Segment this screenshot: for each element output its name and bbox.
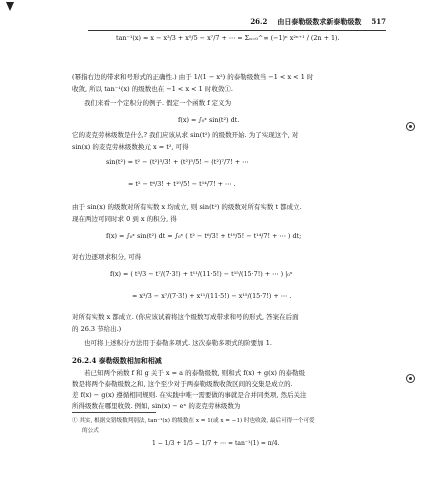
paragraph-1-line-2: 收敛, 所以 tan⁻¹(x) 的级数也在 −1 < x < 1 时收敛①. xyxy=(72,85,233,93)
paragraph-4-line-2: 现在两边可同时求 0 到 x 的积分, 得 xyxy=(72,215,177,223)
paragraph-3-line-2: sin(x) 的麦克劳林级数换元 x = t², 可得 xyxy=(72,143,189,151)
paragraph-6-line-2: 的 26.3 节给出.) xyxy=(72,325,122,333)
header-page-number: 517 xyxy=(371,17,386,26)
footnote-line-1: ① 其实, 根据交错级数判别法, tan⁻¹(x) 的级数在 x = 1(或 x = −1) 时也收敛, 最后可得一个可爱 xyxy=(72,418,315,424)
integral-formula: f(x) = ∫₀ˣ sin(t²) dt = ∫₀ˣ ( t² − t⁶/3! + t¹⁰/5! − t¹⁴/7! + ⋯ ) dt; xyxy=(106,232,302,240)
footnote-formula: 1 − 1/3 + 1/5 − 1/7 + ⋯ = tan⁻¹(1) = π/4. xyxy=(152,440,280,447)
paragraph-8-line-2: 数是将两个泰勒级数之和, 这个至少对于两泰勒级数收敛区间的交集是成立的. xyxy=(72,380,293,388)
sin-t2-series-line-2: = t² − t⁶/3! + t¹⁰/5! − t¹⁴/7! + ⋯ . xyxy=(128,180,236,188)
arctan-series-formula: tan⁻¹(x) = x − x³/3 + x⁵/5 − x⁷/7 + ⋯ = Σₙ₌₀^∞ (−1)ⁿ x²ⁿ⁺¹ / (2n + 1). xyxy=(116,34,340,42)
result-formula-line-2: = x³/3 − x⁷/(7·3!) + x¹¹/(11·5!) − x¹⁵/(15·7!) + ⋯ . xyxy=(132,292,292,300)
sin-t2-series-line-1: sin(t²) = t² − (t²)³/3! + (t²)⁵/5! − (t²)⁷/7! + ⋯ xyxy=(106,158,249,166)
paragraph-8-line-1: 若已知两个函数 f 和 g 关于 x = a 的泰勒级数, 则和式 f(x) + g(x) 的泰勒级 xyxy=(84,369,305,377)
paragraph-6-line-1: 对所有实数 x 都成立. (你应该试着将这个级数写成带求和号的形式, 答案在后面 xyxy=(72,313,299,321)
paragraph-3-line-1: 它的麦克劳林级数是什么? 我们应该从求 sin(t²) 的级数开始. 为了实现这个, 对 xyxy=(72,131,299,139)
paragraph-7-line-1: 也可将上述积分方法用于泰勒多项式. 这次泰勒多项式的阶要加 1. xyxy=(84,339,272,347)
footnote-line-2: 的公式 xyxy=(82,428,99,434)
running-header xyxy=(88,17,386,31)
paragraph-8-line-4: 所得级数在哪里收敛. 例如, sin(x) − eˣ 的麦克劳林级数为 xyxy=(72,402,241,410)
paragraph-2-line-1: 我们来看一个定积分的例子. 假定一个函数 f 定义为 xyxy=(84,99,232,107)
result-formula-line-1: f(x) = ( t³/3 − t⁷/(7·3!) + t¹¹/(11·5!) − t¹⁵/(15·7!) + ⋯ ) |₀ˣ xyxy=(110,270,293,278)
footnote-divider xyxy=(72,412,156,413)
header-chapter-title: 由日泰勒级数求新泰勒级数 xyxy=(277,17,362,26)
subsection-heading: 26.2.4 泰勒级数相加和相减 xyxy=(72,356,162,365)
paragraph-5-line-1: 对右边逐项求积分, 可得 xyxy=(72,253,142,261)
margin-hole-icon xyxy=(406,374,415,383)
paragraph-4-line-1: 由于 sin(x) 的级数对所有实数 x 均成立, 则 sin(t²) 的级数对所有实数 t 都成立. xyxy=(72,203,302,211)
f-definition-formula: f(x) = ∫₀ˣ sin(t²) dt. xyxy=(178,116,240,124)
corner-triangle-icon xyxy=(6,2,14,11)
paragraph-8-line-3: 差 f(x) − g(x) 遵循相同规则. 在实践中唯一需要做的事就是合并同类项, 然后关注 xyxy=(72,391,307,399)
header-section-number: 26.2 xyxy=(250,17,268,26)
margin-hole-icon xyxy=(406,122,415,131)
paragraph-1-line-1: (幂指右边的带求和号形式的正确性.) 由于 1/(1 − x²) 的泰勒级数当 −1 < x < 1 时 xyxy=(72,73,314,81)
